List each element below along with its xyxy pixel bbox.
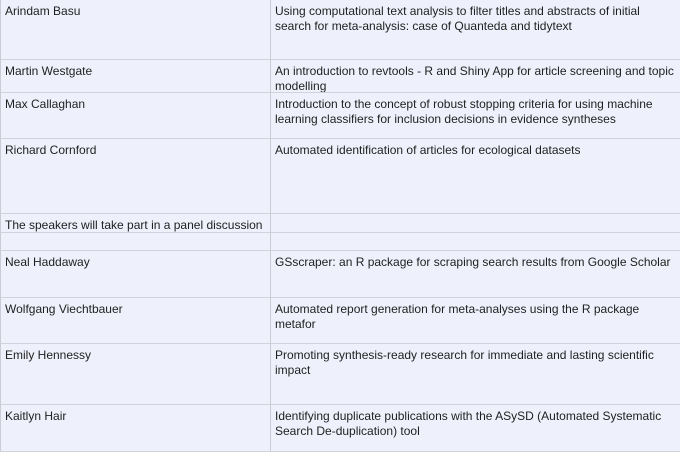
empty-cell[interactable] xyxy=(270,233,680,251)
speaker-cell[interactable]: Richard Cornford xyxy=(0,139,270,214)
speaker-cell[interactable]: Max Callaghan xyxy=(0,93,270,139)
talk-title-cell[interactable]: Promoting synthesis-ready research for immediate and lasting scientific impact xyxy=(270,344,680,405)
table-row xyxy=(0,405,680,452)
empty-cell[interactable] xyxy=(0,233,270,251)
speaker-cell[interactable]: Arindam Basu xyxy=(0,0,270,60)
talk-title-cell[interactable]: Identifying duplicate publications with the ASySD (Automated Systematic Search De-duplication) tool xyxy=(270,405,680,452)
talk-title-cell[interactable]: Automated report generation for meta-analyses using the R package metafor xyxy=(270,298,680,344)
table-row xyxy=(0,233,680,251)
speaker-cell[interactable]: Emily Hennessy xyxy=(0,344,270,405)
talk-title-cell[interactable]: Using computational text analysis to filter titles and abstracts of initial search for meta-analysis: case of Quanteda and tidytext xyxy=(270,0,680,60)
talk-title-cell[interactable] xyxy=(270,214,680,233)
talk-title-cell[interactable]: An introduction to revtools - R and Shiny App for article screening and topic modelling xyxy=(270,60,680,93)
talk-title-cell[interactable]: GSscraper: an R package for scraping search results from Google Scholar xyxy=(270,251,680,298)
table-row xyxy=(0,214,680,233)
speaker-cell[interactable]: Wolfgang Viechtbauer xyxy=(0,298,270,344)
table-row xyxy=(0,93,680,139)
speaker-cell[interactable]: Neal Haddaway xyxy=(0,251,270,298)
talk-title-cell[interactable]: Introduction to the concept of robust stopping criteria for using machine learning classifiers for inclusion decisions in evidence syntheses xyxy=(270,93,680,139)
speaker-cell[interactable]: Martin Westgate xyxy=(0,60,270,93)
panel-note-cell[interactable]: The speakers will take part in a panel discussion xyxy=(0,214,270,233)
table-row xyxy=(0,139,680,214)
table-row xyxy=(0,0,680,60)
table-row xyxy=(0,344,680,405)
talk-title-cell[interactable]: Automated identification of articles for ecological datasets xyxy=(270,139,680,214)
speaker-cell[interactable]: Kaitlyn Hair xyxy=(0,405,270,452)
table-row xyxy=(0,298,680,344)
table-row xyxy=(0,251,680,298)
table-row xyxy=(0,60,680,93)
